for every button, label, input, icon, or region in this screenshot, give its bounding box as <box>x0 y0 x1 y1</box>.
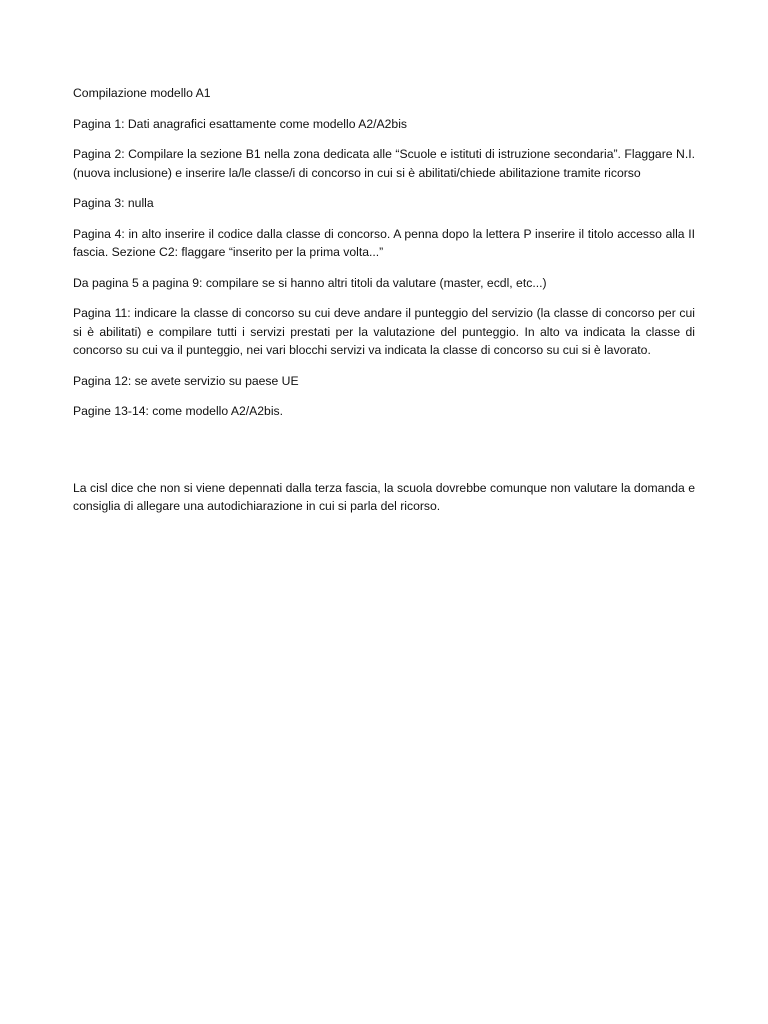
paragraph-pagina-12: Pagina 12: se avete servizio su paese UE <box>73 373 299 388</box>
paragraph-pagina-11: Pagina 11: indicare la classe di concorso su cui deve andare il punteggio del servizio (la classe di concorso per cui si è abilitati) e compilare tutti i servizi prestati per la valutazione del punteggio. In alto va indicata la classe di concorso su cui va il punteggio, nei vari blocchi servizi va indicata la classe di concorso su cui si è lavorato. <box>73 306 695 357</box>
paragraph-pagina-2: Pagina 2: Compilare la sezione B1 nella zona dedicata alle “Scuole e istituti di istruzione secondaria”. Flaggare N.I. (nuova inclusione) e inserire la/le classe/i di concorso in cui si è abilitati/chiede abilitazione tramite ricorso <box>73 147 695 180</box>
paragraph-pagina-3: Pagina 3: nulla <box>73 196 154 210</box>
cisl-note-paragraph: La cisl dice che non si viene depennati dalla terza fascia, la scuola dovrebbe comunque non valutare la domanda e consiglia di allegare una autodichiarazione in cui si parla del ricorso. <box>73 480 695 513</box>
paragraph-spacer <box>73 433 695 479</box>
paragraph-pagina-4: Pagina 4: in alto inserire il codice dalla classe di concorso. A penna dopo la lettera P inserire il titolo accesso alla II fascia. Sezione C2: flaggare “inserito per la prima volta...” <box>73 226 695 259</box>
paragraph-pagina-1: Pagina 1: Dati anagrafici esattamente come modello A2/A2bis <box>73 116 407 131</box>
document-title: Compilazione modello A1 <box>73 86 211 100</box>
document-body <box>73 84 695 516</box>
paragraph-pagine-13-14: Pagine 13-14: come modello A2/A2bis. <box>73 404 284 418</box>
paragraph-pagine-5-9: Da pagina 5 a pagina 9: compilare se si hanno altri titoli da valutare (master, ecdl, etc...) <box>73 275 547 290</box>
